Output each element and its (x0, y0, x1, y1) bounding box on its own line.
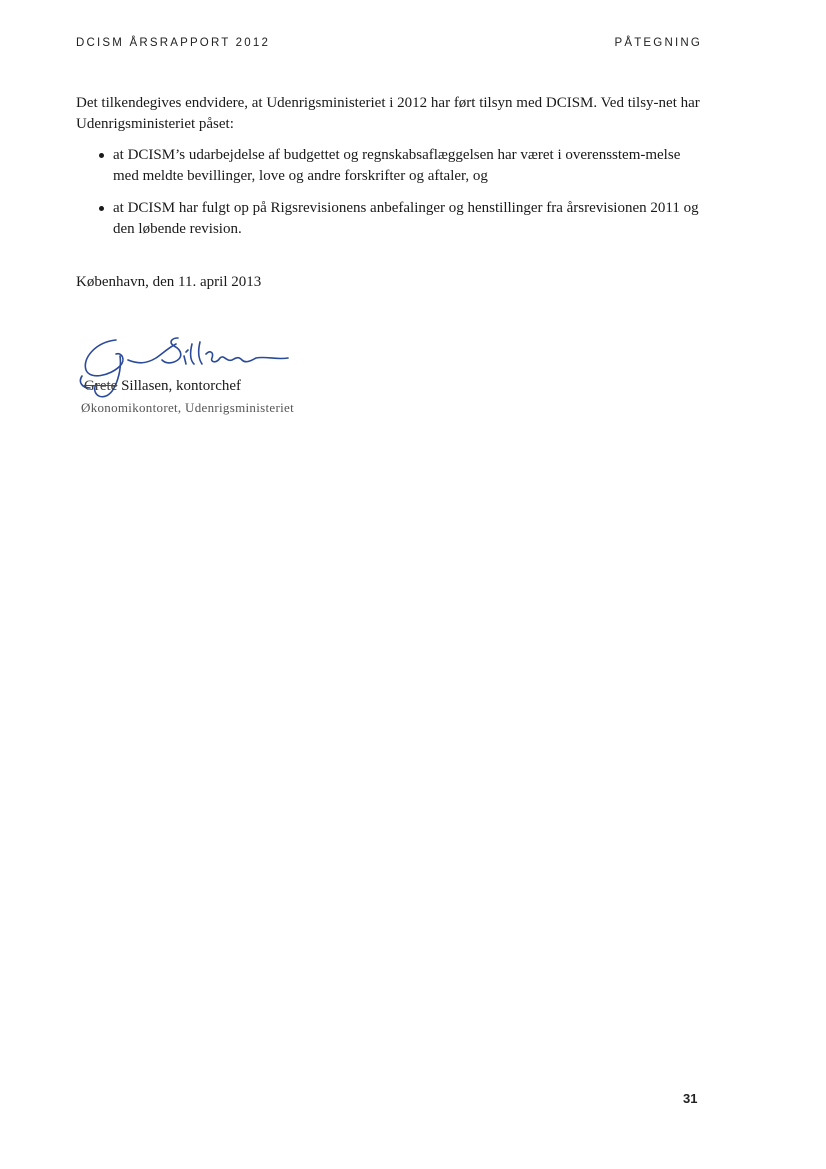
header-section-title: PÅTEGNING (614, 37, 702, 49)
header-report-title: DCISM ÅRSRAPPORT 2012 (76, 37, 271, 49)
bullet-list (76, 145, 700, 240)
intro-paragraph: Det tilkendegives endvidere, at Udenrigsministeriet i 2012 har ført tilsyn med DCISM. Ved tilsy-net har Udenrigsministeriet påset: (76, 95, 700, 132)
signer-name-title (84, 377, 241, 395)
main-text (76, 93, 700, 251)
running-header (76, 37, 702, 49)
bullet-item-audit: at DCISM har fulgt op på Rigsrevisionens anbefalinger og henstillinger fra årsrevisionen 2011 og den løbende revision. (76, 198, 700, 240)
signature-block (76, 330, 396, 430)
signer-department: Økonomikontoret, Udenrigsministeriet (81, 400, 294, 415)
page-number: 31 (683, 1091, 698, 1106)
signer-surname-title: Sillasen, kontorchef (117, 378, 242, 394)
bullet-item-budget: at DCISM’s udarbejdelse af budgettet og regnskabsaflæggelsen har været i overensstem-melse med meldte bevillinger, love og andre forskrifter og aftaler, og (76, 145, 700, 187)
signer-first-name: Grete (84, 378, 118, 394)
place-and-date: København, den 11. april 2013 (76, 274, 262, 290)
